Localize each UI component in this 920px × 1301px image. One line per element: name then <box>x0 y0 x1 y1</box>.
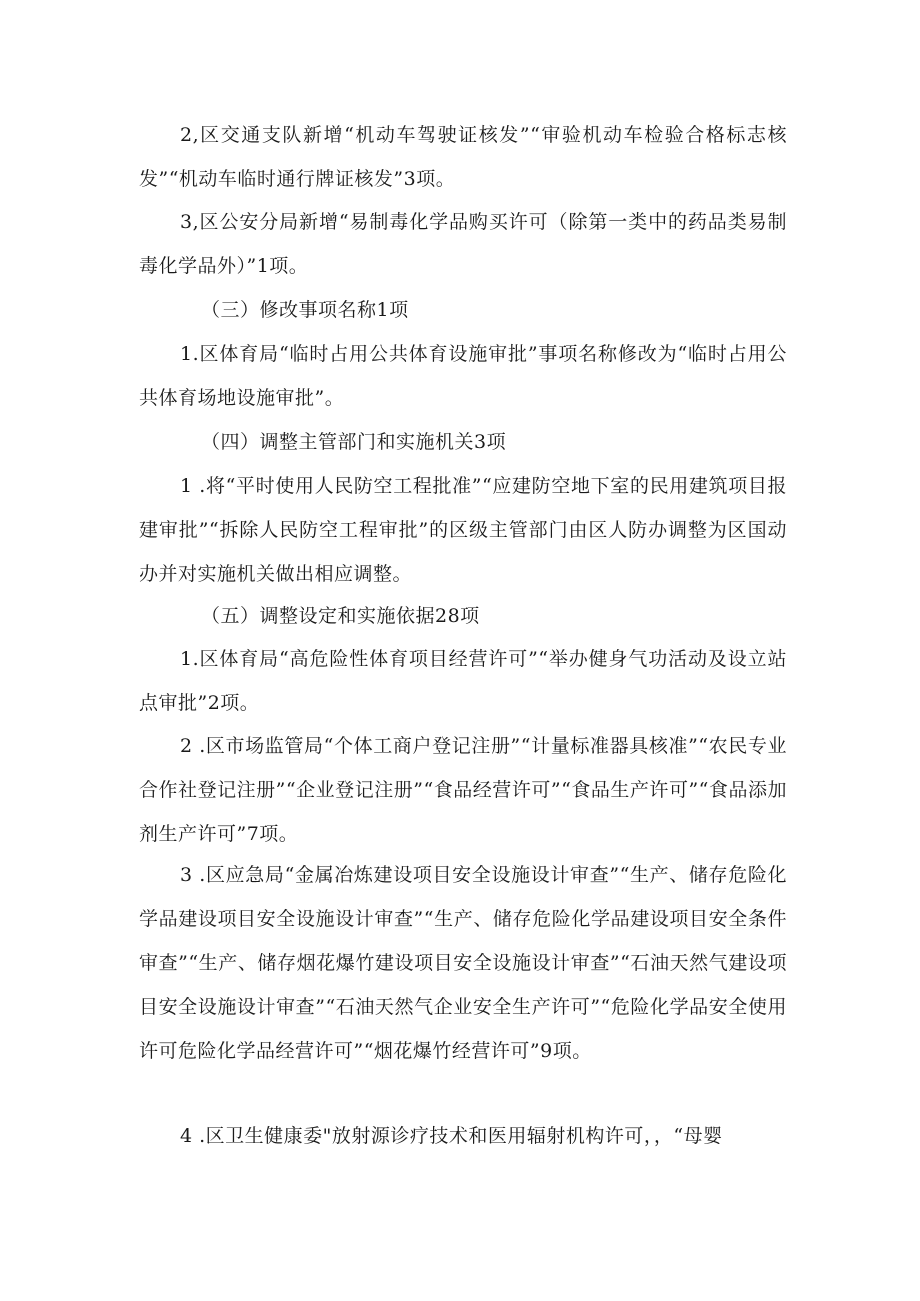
section-heading-basis: （五）调整设定和实施依据28项 <box>201 605 480 627</box>
paragraph-emergency-management: 3 .区应急局“金属冶炼建设项目安全设施设计审查”“生产、储存危险化学品建设项目安全设施设计审查”“生产、储存危险化学品建设项目安全条件审查”“生产、储存烟花爆竹建设项目安全设施设计审查”“石油天然气建设项目安全设施设计审查”“石油天然气企业安全生产许可”“危险化学品安全使用许可危险化学品经营许可”“烟花爆竹经营许可”9项。 <box>139 864 787 1062</box>
paragraph-traffic-police: 2,区交通支队新增“机动车驾驶证核发”“审验机动车检验合格标志核发”“机动车临时通行牌证核发”3项。 <box>139 124 787 190</box>
section-heading-rename: （三）修改事项名称1项 <box>201 299 409 321</box>
section-heading-authority: （四）调整主管部门和实施机关3项 <box>201 431 507 453</box>
paragraph-sports-rename: 1.区体育局“临时占用公共体育设施审批”事项名称修改为“临时占用公共体育场地设施审批”。 <box>139 343 787 409</box>
paragraph-health-commission: 4 .区卫生健康委"放射源诊疗技术和医用辐射机构许可，，“母婴 <box>180 1125 723 1147</box>
paragraph-public-security: 3,区公安分局新增“易制毒化学品购买许可（除第一类中的药品类易制毒化学品外）”1项。 <box>139 211 787 277</box>
paragraph-civil-defense: 1 .将“平时使用人民防空工程批准”“应建防空地下室的民用建筑项目报建审批”“拆除人民防空工程审批”的区级主管部门由区人防办调整为区国动办并对实施机关做出相应调整。 <box>139 475 787 585</box>
paragraph-sports-permit: 1.区体育局“高危险性体育项目经营许可”“举办健身气功活动及设立站点审批”2项。 <box>139 648 787 714</box>
paragraph-market-supervision: 2 .区市场监管局“个体工商户登记注册”“计量标准器具核准”“农民专业合作社登记注册”“企业登记注册”“食品经营许可”“食品生产许可”“食品添加剂生产许可”7项。 <box>139 735 787 845</box>
